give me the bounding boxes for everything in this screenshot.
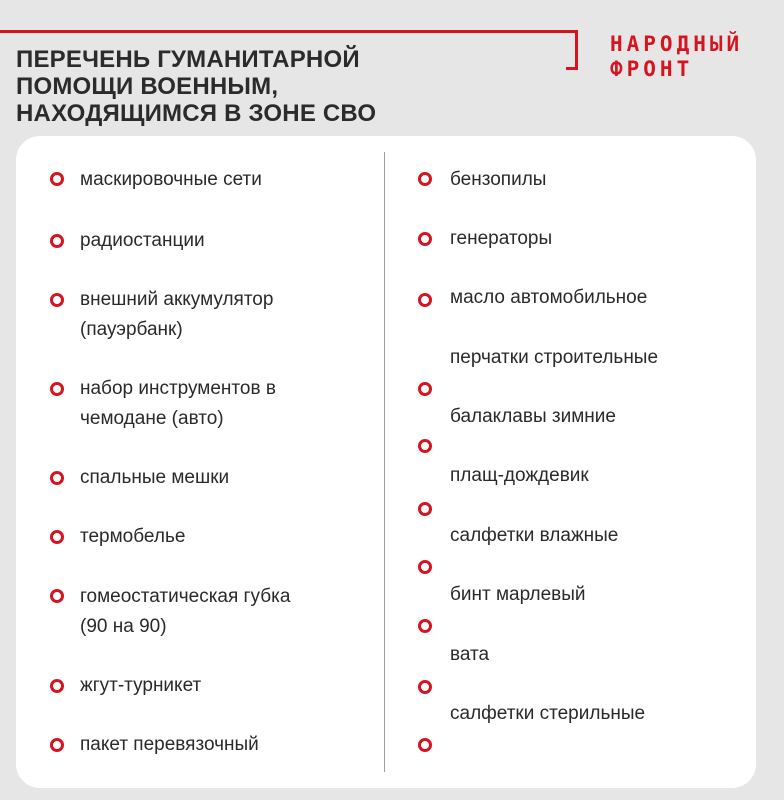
list-item: спальные мешки bbox=[80, 467, 230, 488]
list-item: радиостанции bbox=[80, 230, 205, 251]
bullet-icon bbox=[50, 172, 64, 186]
list-card bbox=[16, 136, 756, 788]
header-red-bracket-foot bbox=[566, 67, 578, 70]
bullet-icon bbox=[50, 738, 64, 752]
bullet-icon bbox=[50, 471, 64, 485]
title-line-2: ПОМОЩИ ВОЕННЫМ, bbox=[16, 73, 279, 100]
list-item: перчатки строительные bbox=[450, 347, 659, 368]
bullet-icon bbox=[418, 738, 432, 752]
bullet-icon bbox=[418, 619, 432, 633]
list-item: плащ-дождевик bbox=[450, 465, 589, 486]
logo-line-1: НАРОДНЫЙ bbox=[610, 32, 744, 56]
list-item: маскировочные сети bbox=[80, 169, 262, 190]
bullet-icon bbox=[418, 502, 432, 516]
narodny-front-logo bbox=[610, 32, 770, 82]
bullet-icon bbox=[50, 589, 64, 603]
page-title bbox=[16, 46, 536, 127]
logo-line-2: ФРОНТ bbox=[610, 57, 694, 81]
title-line-3: НАХОДЯЩИМСЯ В ЗОНЕ СВО bbox=[16, 100, 377, 127]
list-item: внешний аккумулятор (пауэрбанк) bbox=[80, 289, 274, 340]
bullet-icon bbox=[418, 680, 432, 694]
bullet-icon bbox=[418, 293, 432, 307]
list-item: генераторы bbox=[450, 228, 553, 249]
bullet-icon bbox=[418, 382, 432, 396]
bullet-icon bbox=[50, 382, 64, 396]
bullet-icon bbox=[418, 560, 432, 574]
bullet-icon bbox=[50, 293, 64, 307]
bullet-icon bbox=[50, 530, 64, 544]
bullet-icon bbox=[50, 234, 64, 248]
bullet-icon bbox=[418, 232, 432, 246]
list-item: бинт марлевый bbox=[450, 584, 586, 605]
list-item: жгут-турникет bbox=[80, 675, 202, 696]
list-item: вата bbox=[450, 644, 490, 665]
column-divider bbox=[384, 152, 385, 772]
bullet-icon bbox=[418, 172, 432, 186]
list-item: гомеостатическая губка (90 на 90) bbox=[80, 586, 291, 637]
title-line-1: ПЕРЕЧЕНЬ ГУМАНИТАРНОЙ bbox=[16, 46, 360, 73]
list-item: масло автомобильное bbox=[450, 287, 648, 308]
header-red-line bbox=[0, 30, 578, 33]
list-item: салфетки влажные bbox=[450, 525, 619, 546]
list-item: термобелье bbox=[80, 526, 186, 547]
header-red-bracket bbox=[575, 30, 578, 70]
list-item: бензопилы bbox=[450, 169, 547, 190]
list-item: пакет перевязочный bbox=[80, 734, 259, 755]
list-item: набор инструментов в чемодане (авто) bbox=[80, 378, 276, 429]
list-item: салфетки стерильные bbox=[450, 703, 646, 724]
bullet-icon bbox=[418, 439, 432, 453]
bullet-icon bbox=[50, 679, 64, 693]
list-item: балаклавы зимние bbox=[450, 406, 616, 427]
